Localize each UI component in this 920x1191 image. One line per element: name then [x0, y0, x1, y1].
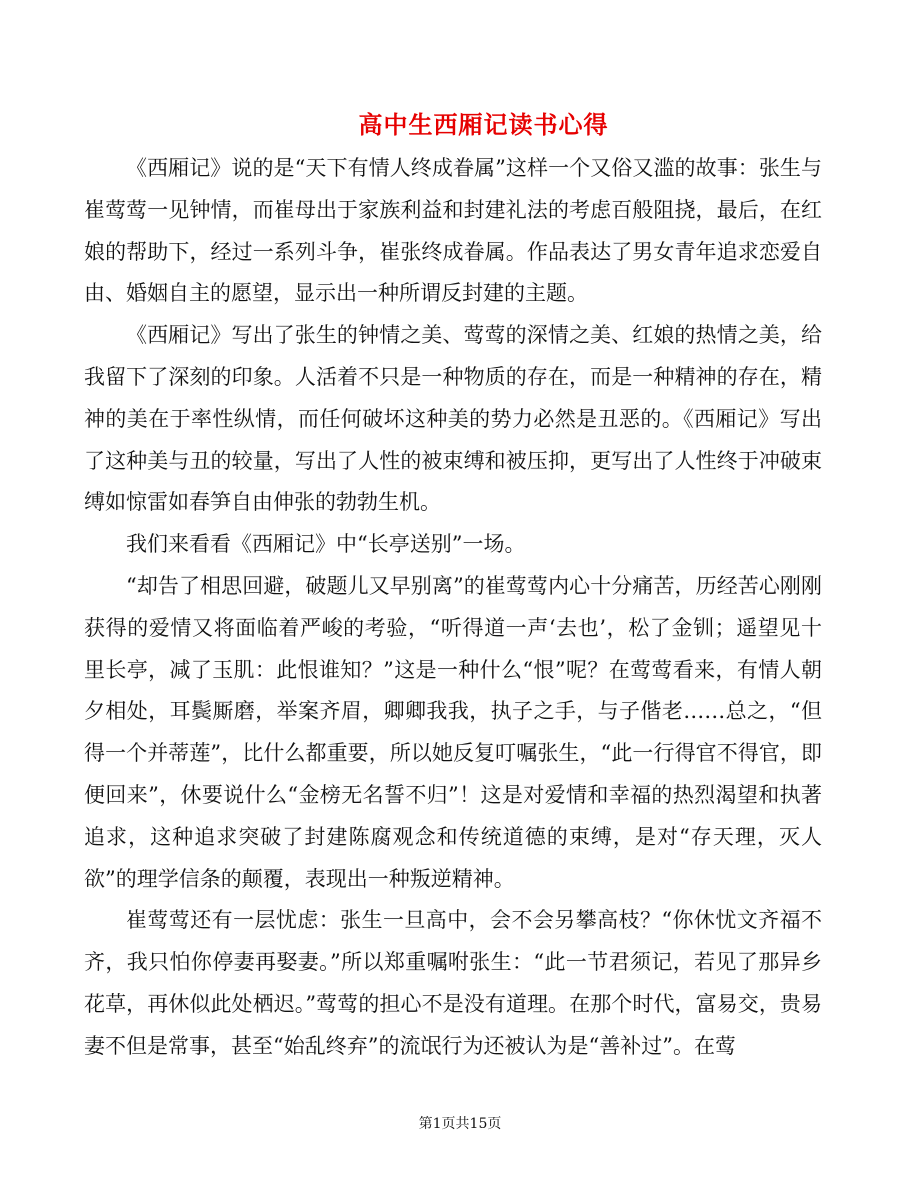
paragraph-5: 崔莺莺还有一层忧虑：张生一旦高中，会不会另攀高枝？“你休忧文齐福不齐，我只怕你停妻再娶妻。”所以郑重嘱咐张生：“此一节君须记，若见了那异乡花草，再休似此处栖迟。”莺莺的担心不是没有道理。在那个时代，富易交，贵易妻不但是常事，甚至“始乱终弃”的流氓行为还被认为是“善补过”。在莺 — [84, 908, 822, 1058]
document-title: 高中生西厢记读书心得 — [358, 110, 609, 139]
paragraph-2: 《西厢记》写出了张生的钟情之美、莺莺的深情之美、红娘的热情之美，给我留下了深刻的印象。人活着不只是一种物质的存在，而是一种精神的存在，精神的美在于率性纵情，而任何破坏这种美的势力必然是丑恶的。《西厢记》写出了这种美与丑的较量，写出了人性的被束缚和被压抑，更写出了人性终于冲破束缚如惊雷如春笋自由伸张的勃勃生机。 — [84, 323, 822, 515]
paragraph-1: 《西厢记》说的是“天下有情人终成眷属”这样一个又俗又滥的故事：张生与崔莺莺一见钟情，而崔母出于家族利益和封建礼法的考虑百般阻挠，最后，在红娘的帮助下，经过一系列斗争，崔张终成眷属。作品表达了男女青年追求恋爱自由、婚姻自主的愿望，显示出一种所谓反封建的主题。 — [84, 156, 822, 306]
paragraph-4: “却告了相思回避，破题儿又早别离”的崔莺莺内心十分痛苦，历经苦心刚刚获得的爱情又将面临着严峻的考验，“听得道一声‘去也’，松了金钏；遥望见十里长亭，减了玉肌：此恨谁知？”这是一种什么“恨”呢？在莺莺看来，有情人朝夕相处，耳鬓厮磨，举案齐眉，卿卿我我，执子之手，与子偕老……总之，“但得一个并蒂莲”，比什么都重要，所以她反复叮嘱张生，“此一行得官不得官，即便回来”，休要说什么“金榜无名誓不归”！这是对爱情和幸福的热烈渴望和执著追求，这种追求突破了封建陈腐观念和传统道德的束缚，是对“存天理，灭人欲”的理学信条的颠覆，表现出一种叛逆精神。 — [84, 573, 822, 891]
page-number-footer: 第1页共15页 — [418, 1116, 502, 1132]
document-body — [84, 148, 822, 1068]
paragraph-3: 我们来看看《西厢记》中“长亭送别”一场。 — [126, 532, 526, 557]
